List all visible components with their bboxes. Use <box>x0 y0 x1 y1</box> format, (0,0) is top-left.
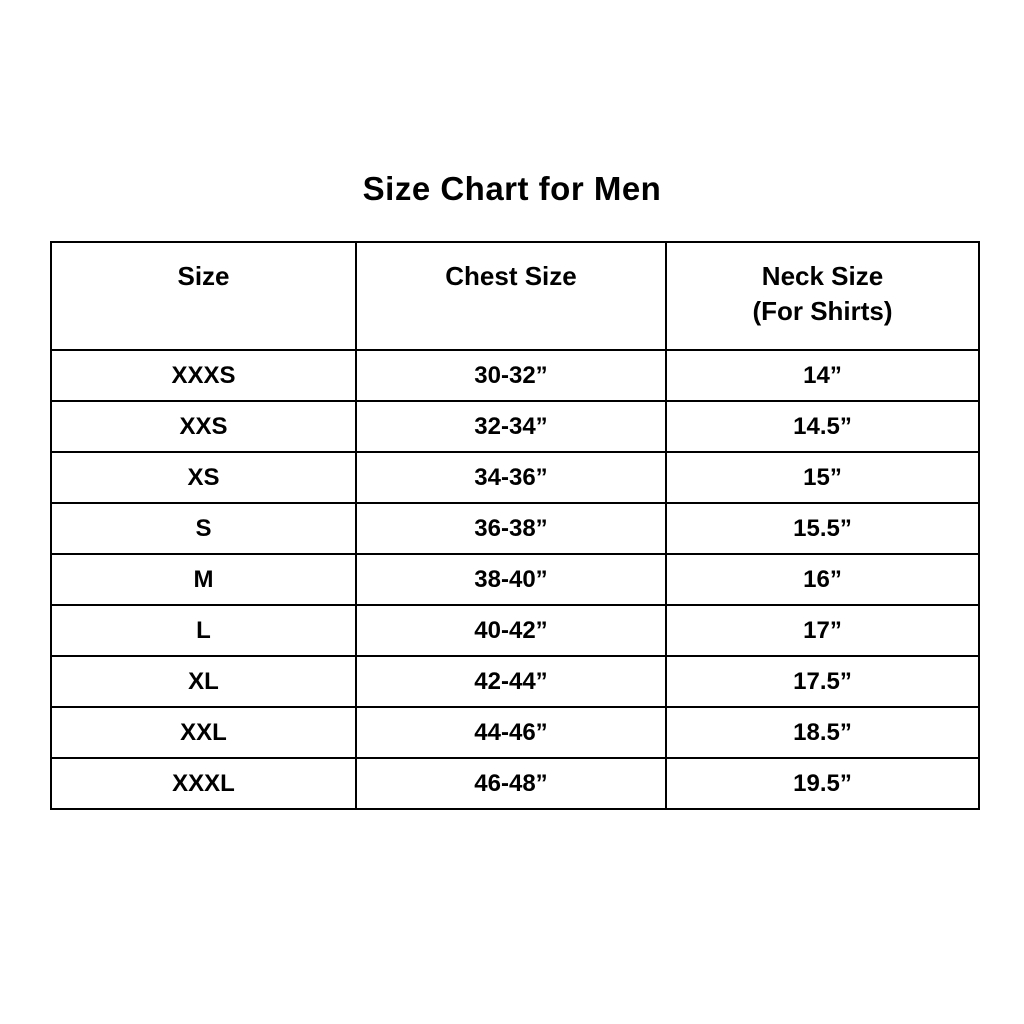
size-cell: XXXS <box>51 350 356 401</box>
chest-size-cell: 30-32” <box>356 350 666 401</box>
neck-size-cell: 15” <box>666 452 979 503</box>
neck-size-cell: 17” <box>666 605 979 656</box>
table-row <box>51 605 979 656</box>
size-cell: XS <box>51 452 356 503</box>
table-row <box>51 656 979 707</box>
neck-size-cell: 15.5” <box>666 503 979 554</box>
header-sublabel: (For Shirts) <box>752 296 893 327</box>
neck-size-cell: 14.5” <box>666 401 979 452</box>
size-cell: XXXL <box>51 758 356 809</box>
table-row <box>51 707 979 758</box>
size-cell: L <box>51 605 356 656</box>
page-title: Size Chart for Men <box>362 170 662 207</box>
chest-size-cell: 34-36” <box>356 452 666 503</box>
table-row <box>51 554 979 605</box>
table-row <box>51 452 979 503</box>
column-header-neck-size <box>666 242 979 350</box>
neck-size-cell: 19.5” <box>666 758 979 809</box>
neck-size-cell: 18.5” <box>666 707 979 758</box>
chest-size-cell: 44-46” <box>356 707 666 758</box>
column-header-chest-size <box>356 242 666 350</box>
chest-size-cell: 40-42” <box>356 605 666 656</box>
table-row <box>51 350 979 401</box>
chest-size-cell: 38-40” <box>356 554 666 605</box>
neck-size-cell: 16” <box>666 554 979 605</box>
size-cell: XL <box>51 656 356 707</box>
chest-size-cell: 36-38” <box>356 503 666 554</box>
neck-size-cell: 17.5” <box>666 656 979 707</box>
table-row <box>51 758 979 809</box>
chest-size-cell: 42-44” <box>356 656 666 707</box>
size-cell: XXL <box>51 707 356 758</box>
table-row <box>51 503 979 554</box>
header-label: Neck Size <box>761 261 884 291</box>
header-label: Chest Size <box>445 261 577 291</box>
size-chart-table <box>50 241 980 810</box>
column-header-size <box>51 242 356 350</box>
neck-size-cell: 14” <box>666 350 979 401</box>
header-label: Size <box>177 261 230 291</box>
size-cell: M <box>51 554 356 605</box>
size-cell: S <box>51 503 356 554</box>
chest-size-cell: 32-34” <box>356 401 666 452</box>
header-row <box>51 242 979 350</box>
size-cell: XXS <box>51 401 356 452</box>
table-row <box>51 401 979 452</box>
table-body <box>51 350 979 809</box>
chest-size-cell: 46-48” <box>356 758 666 809</box>
